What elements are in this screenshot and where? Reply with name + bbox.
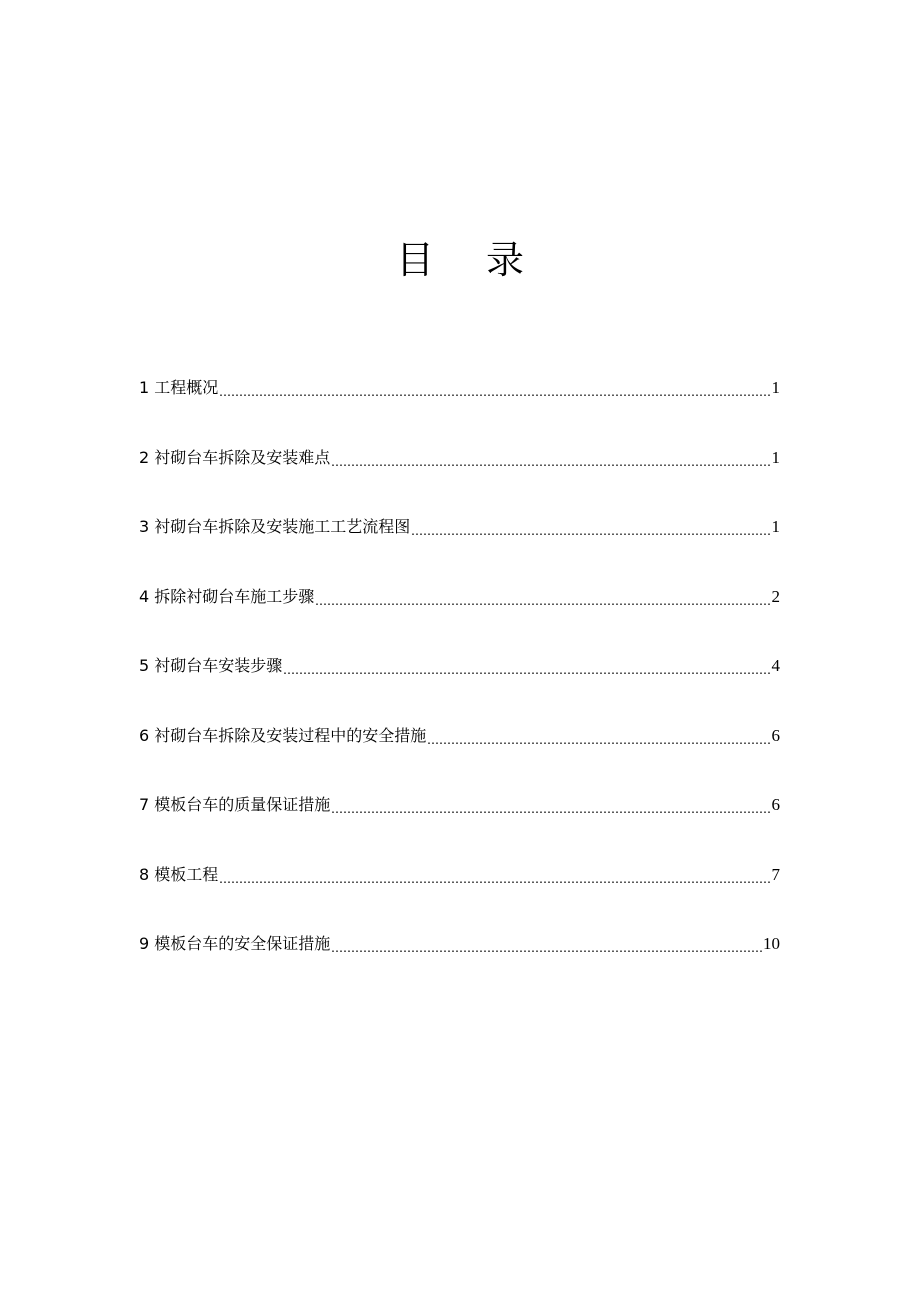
toc-entry-page: 10 xyxy=(763,934,780,953)
toc-entry-label: 1 工程概况 xyxy=(139,378,219,397)
toc-entry[interactable] xyxy=(139,513,780,583)
toc-entry-label: 8 模板工程 xyxy=(139,864,219,884)
toc-entry[interactable] xyxy=(139,791,780,861)
toc-dot-leader xyxy=(283,661,770,681)
toc-entry-label: 3 衬砌台车拆除及安装施工工艺流程图 xyxy=(139,517,411,536)
toc-entry[interactable] xyxy=(139,930,780,1000)
toc-entry[interactable] xyxy=(139,722,780,792)
toc-dot-leader xyxy=(331,453,770,473)
toc-dot-leader xyxy=(427,731,770,751)
toc-dot-leader xyxy=(331,939,762,959)
toc-entry-page: 1 xyxy=(771,378,780,397)
toc-entry-label: 2 衬砌台车拆除及安装难点 xyxy=(139,447,331,467)
toc-dot-leader xyxy=(411,522,770,542)
toc-dot-leader xyxy=(315,592,770,612)
toc-title: 目录 xyxy=(395,238,576,282)
toc-entry[interactable] xyxy=(139,444,780,514)
toc-dot-leader xyxy=(219,870,770,890)
toc-entry-page: 6 xyxy=(771,795,780,814)
table-of-contents xyxy=(139,374,780,1000)
toc-entry-page: 7 xyxy=(771,864,780,884)
toc-entry-label: 6 衬砌台车拆除及安装过程中的安全措施 xyxy=(139,725,427,745)
toc-entry-page: 4 xyxy=(771,656,780,675)
toc-entry-page: 1 xyxy=(771,447,780,467)
toc-entry-page: 6 xyxy=(771,725,780,745)
toc-entry-label: 7 模板台车的质量保证措施 xyxy=(139,795,331,814)
toc-entry[interactable] xyxy=(139,861,780,931)
toc-entry-page: 1 xyxy=(771,517,780,536)
toc-entry-label: 9 模板台车的安全保证措施 xyxy=(139,934,331,953)
toc-entry[interactable] xyxy=(139,583,780,653)
toc-entry[interactable] xyxy=(139,374,780,444)
toc-entry[interactable] xyxy=(139,652,780,722)
toc-entry-page: 2 xyxy=(771,586,780,606)
toc-entry-label: 5 衬砌台车安装步骤 xyxy=(139,656,283,675)
toc-dot-leader xyxy=(219,383,770,403)
toc-entry-label: 4 拆除衬砌台车施工步骤 xyxy=(139,586,315,606)
toc-dot-leader xyxy=(331,800,770,820)
